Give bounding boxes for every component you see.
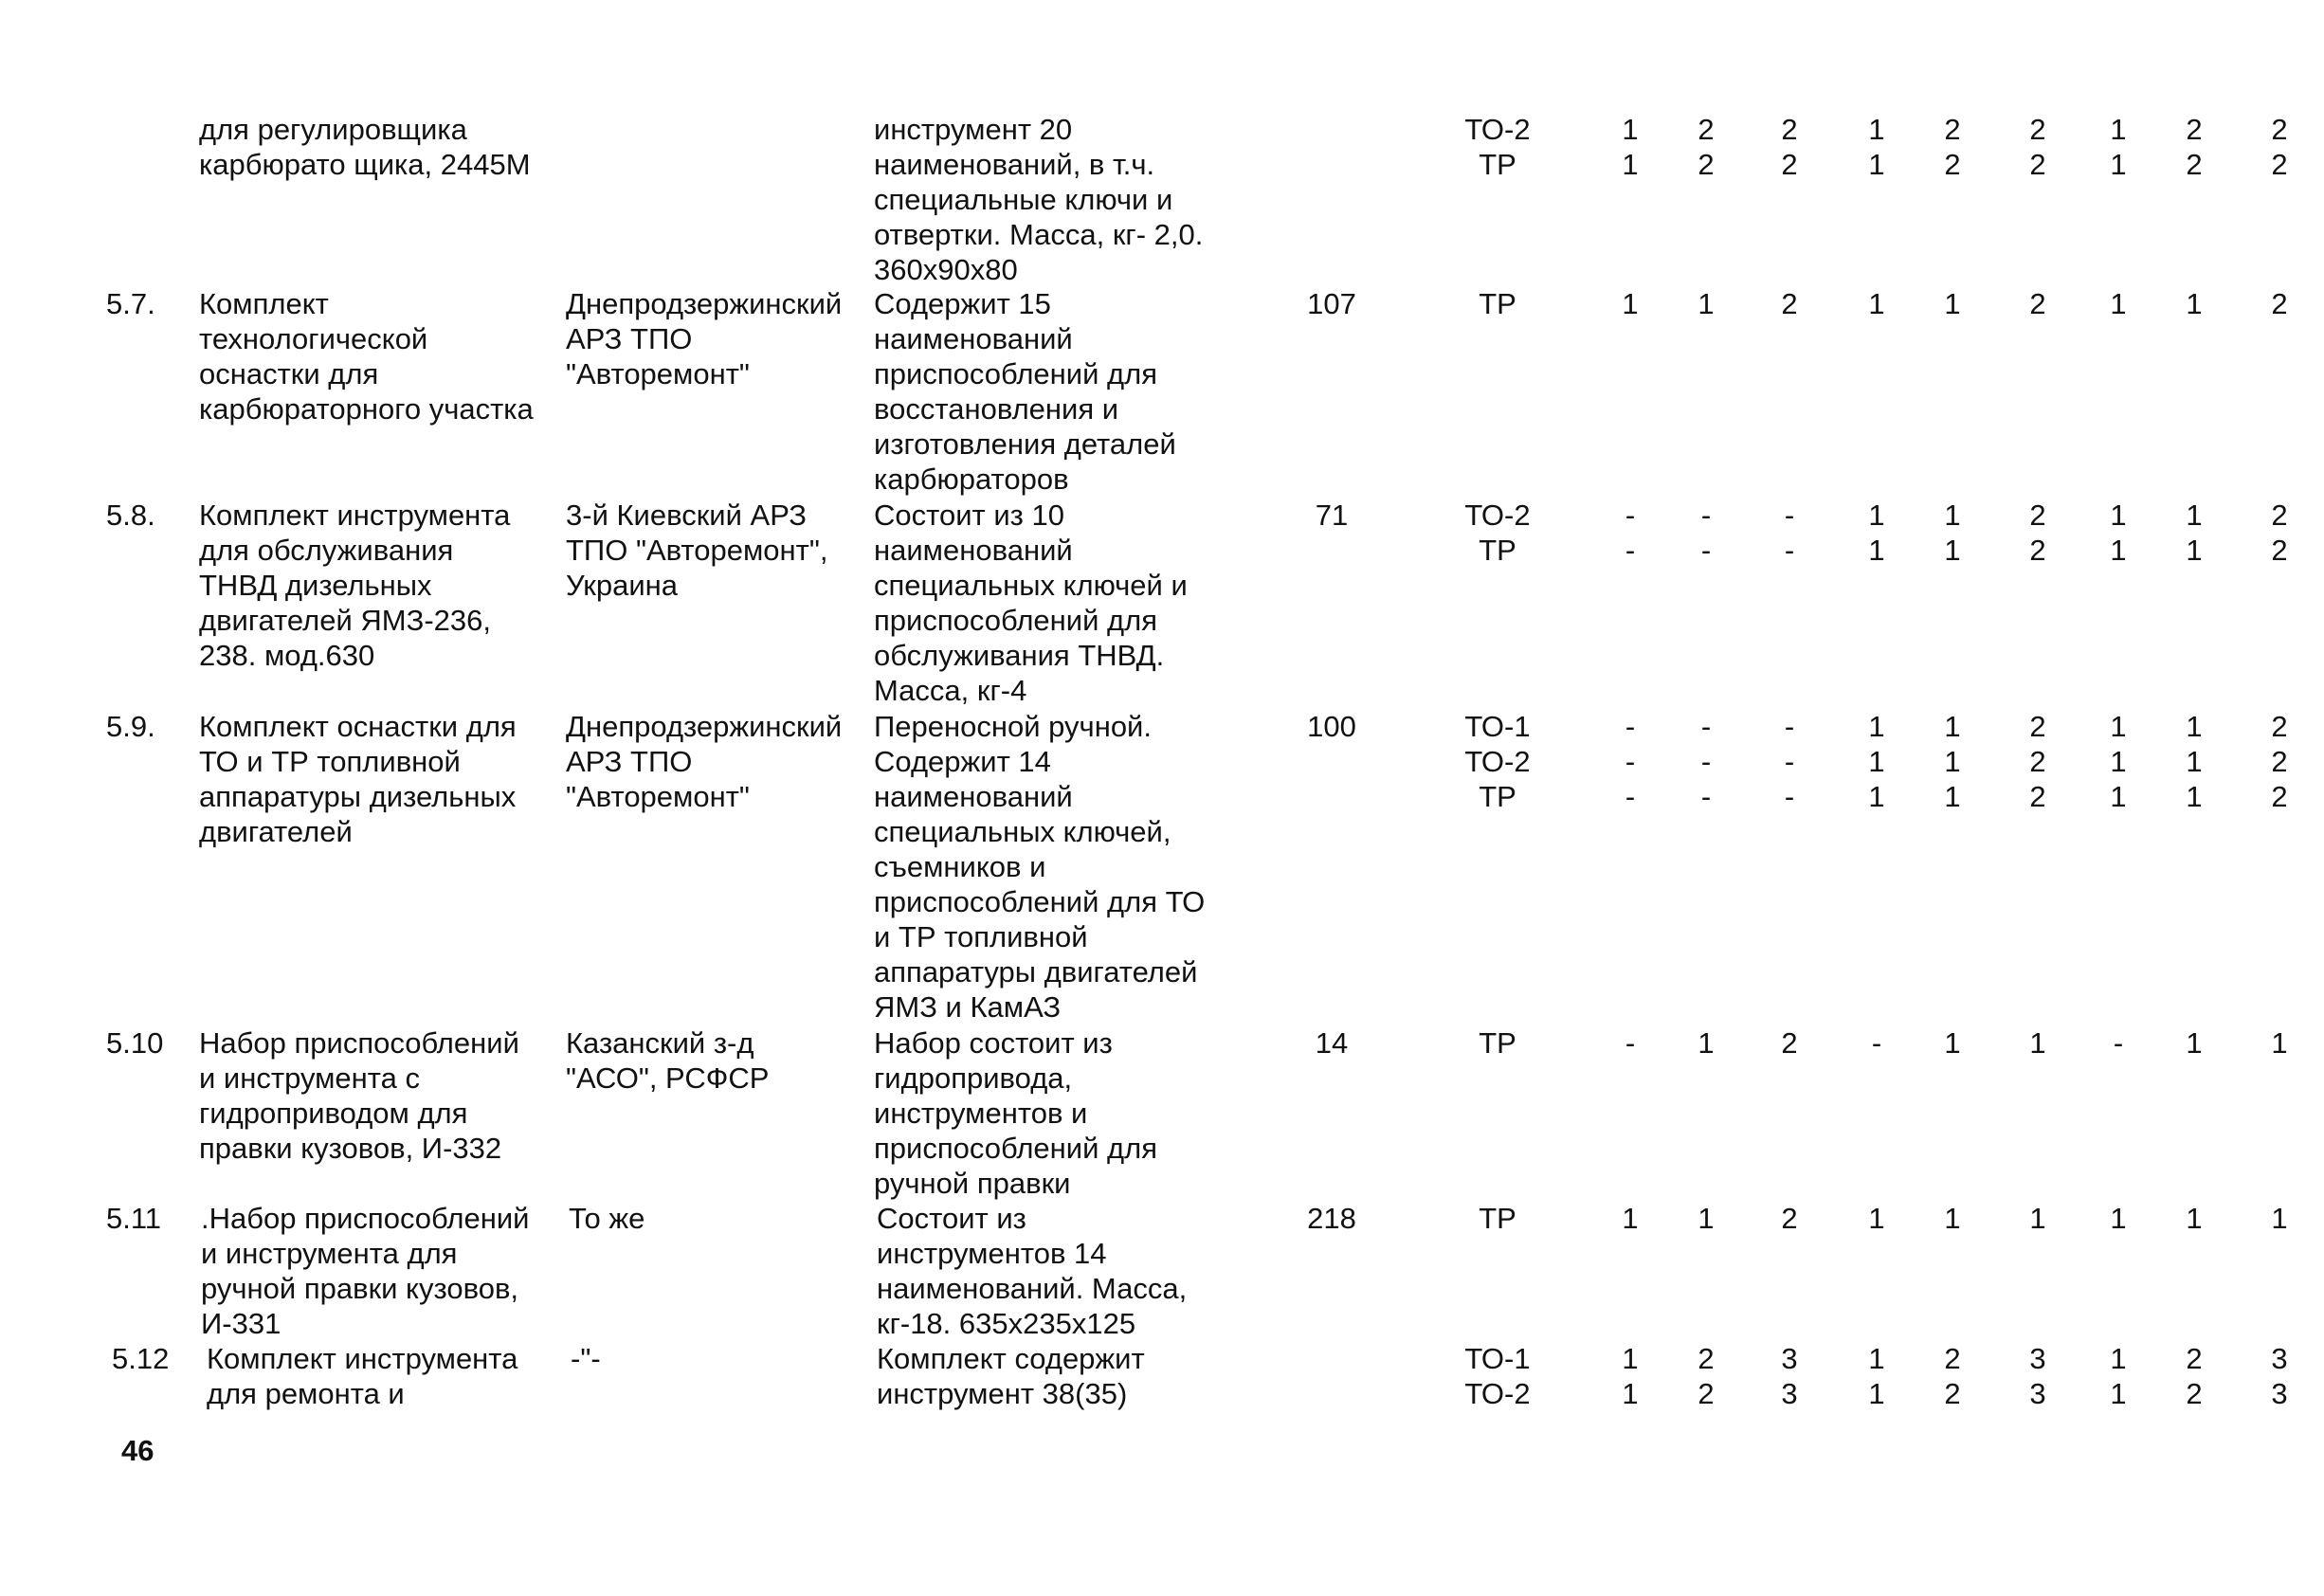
quantity-cell: - — [1700, 534, 1712, 567]
quantity-cell: 1 — [1622, 287, 1639, 320]
quantity-cell: 2 — [2271, 780, 2288, 813]
quantity-cell: 1 — [1698, 287, 1715, 320]
quantity-cell: 1 — [1622, 148, 1639, 181]
quantity-cell: 2 — [1944, 1377, 1961, 1410]
quantity-cell: 2 — [1781, 113, 1798, 146]
row-type: ТР — [1479, 287, 1516, 320]
quantity-cell: 1 — [2186, 534, 2203, 567]
quantity-cell: 1 — [1868, 1342, 1885, 1375]
quantity-cell: 2 — [2271, 148, 2288, 181]
quantity-cell: - — [1625, 780, 1636, 813]
quantity-cell: 2 — [2029, 534, 2046, 567]
quantity-cell: 1 — [2110, 780, 2127, 813]
quantity-cell: 2 — [2271, 499, 2288, 532]
row-name: Набор приспособлений и инструмента с гидроприводом для правки кузовов, И-332 — [199, 1026, 519, 1165]
quantity-cell: 1 — [1868, 534, 1885, 567]
quantity-cell: 1 — [2186, 1026, 2203, 1060]
quantity-cell: 2 — [2186, 148, 2203, 181]
quantity-cell: - — [1700, 780, 1712, 813]
quantity-cell: 2 — [1781, 148, 1798, 181]
row-type: ТО-2 — [1464, 745, 1531, 778]
quantity-cell: - — [1700, 745, 1712, 778]
row-description: Состоит из инструментов 14 наименований. Масса, кг-18. 635x235x125 — [877, 1202, 1188, 1340]
quantity-cell: 1 — [1868, 499, 1885, 532]
quantity-cell: 1 — [2110, 1342, 2127, 1375]
quantity-cell: 1 — [2110, 1202, 2127, 1235]
row-manufacturer: Днепродзержинский АРЗ ТПО "Авторемонт" — [566, 287, 843, 390]
row-type: ТР — [1479, 148, 1516, 181]
quantity-cell: 1 — [2110, 1377, 2127, 1410]
quantity-cell: - — [1625, 710, 1636, 743]
quantity-cell: 2 — [2029, 780, 2046, 813]
page-number: 46 — [121, 1434, 154, 1467]
quantity-cell: 3 — [1781, 1377, 1798, 1410]
quantity-cell: 2 — [1781, 287, 1798, 320]
quantity-cell: 2 — [1698, 148, 1715, 181]
quantity-cell: 1 — [1944, 780, 1961, 813]
quantity-cell: 1 — [1622, 1377, 1639, 1410]
quantity-cell: 2 — [1698, 1377, 1715, 1410]
quantity-cell: - — [1784, 745, 1795, 778]
quantity-cell: 2 — [1944, 113, 1961, 146]
quantity-cell: 1 — [1868, 113, 1885, 146]
quantity-cell: 2 — [1944, 1342, 1961, 1375]
row-type: ТО-2 — [1464, 499, 1531, 532]
quantity-cell: 2 — [2186, 1377, 2203, 1410]
quantity-cell: 2 — [2271, 745, 2288, 778]
quantity-cell: 2 — [1698, 1342, 1715, 1375]
row-description: Переносной ручной. Содержит 14 наименований специальных ключей, съемников и приспособлений для ТО и ТР топливной аппаратуры двигателей ЯМЗ и КамАЗ — [874, 710, 1206, 1024]
quantity-cell: 1 — [1622, 1202, 1639, 1235]
row-number: 5.11 — [106, 1202, 162, 1235]
quantity-cell: - — [2113, 1026, 2124, 1060]
row-number: 5.12 — [112, 1342, 170, 1375]
quantity-cell: 2 — [1781, 1026, 1798, 1060]
quantity-cell: 1 — [1698, 1202, 1715, 1235]
quantity-cell: - — [1784, 499, 1795, 532]
row-number: 5.8. — [106, 499, 155, 532]
quantity-cell: 2 — [2186, 113, 2203, 146]
quantity-cell: 1 — [2186, 780, 2203, 813]
quantity-cell: 1 — [2110, 148, 2127, 181]
row-type: ТР — [1479, 534, 1516, 567]
quantity-cell: - — [1625, 1026, 1636, 1060]
row-price: 14 — [1315, 1026, 1349, 1060]
quantity-cell: 3 — [2029, 1342, 2046, 1375]
quantity-cell: 1 — [2271, 1026, 2288, 1060]
row-description: Состоит из 10 наименований специальных ключей и приспособлений для обслуживания ТНВД. Масса, кг-4 — [874, 499, 1188, 707]
quantity-cell: 1 — [1944, 534, 1961, 567]
quantity-cell: 2 — [2029, 148, 2046, 181]
quantity-cell: 1 — [2110, 710, 2127, 743]
quantity-cell: 1 — [1944, 499, 1961, 532]
quantity-cell: - — [1871, 1026, 1882, 1060]
row-description: Комплект содержит инструмент 38(35) — [877, 1342, 1145, 1410]
quantity-cell: - — [1625, 499, 1636, 532]
row-manufacturer: Казанский з-д "АСО", РСФСР — [566, 1026, 770, 1095]
row-name: Комплект технологической оснастки для карбюраторного участка — [199, 287, 534, 426]
quantity-cell: 1 — [2029, 1026, 2046, 1060]
row-price: 100 — [1307, 710, 1356, 743]
row-name: .Набор приспособлений и инструмента для ручной правки кузовов, И-331 — [201, 1202, 530, 1340]
quantity-cell: 1 — [1944, 745, 1961, 778]
quantity-cell: - — [1625, 745, 1636, 778]
quantity-cell: - — [1784, 710, 1795, 743]
quantity-cell: 1 — [2110, 499, 2127, 532]
quantity-cell: 2 — [2029, 113, 2046, 146]
quantity-cell: 1 — [1868, 780, 1885, 813]
row-type: ТО-2 — [1464, 113, 1531, 146]
quantity-cell: 1 — [1868, 1202, 1885, 1235]
quantity-cell: 3 — [2271, 1342, 2288, 1375]
quantity-cell: 1 — [1944, 287, 1961, 320]
row-name: Комплект инструмента для обслуживания ТНВД дизельных двигателей ЯМЗ-236, 238. мод.630 — [199, 499, 511, 672]
quantity-cell: 3 — [2271, 1377, 2288, 1410]
quantity-cell: 2 — [2029, 710, 2046, 743]
quantity-cell: 1 — [2110, 534, 2127, 567]
quantity-cell: 2 — [2029, 499, 2046, 532]
quantity-cell: 3 — [2029, 1377, 2046, 1410]
quantity-cell: 1 — [1868, 710, 1885, 743]
quantity-cell: 1 — [2110, 745, 2127, 778]
quantity-cell: - — [1625, 534, 1636, 567]
quantity-cell: 1 — [1622, 1342, 1639, 1375]
quantity-cell: - — [1700, 710, 1712, 743]
quantity-cell: 1 — [1944, 1202, 1961, 1235]
row-type: ТР — [1479, 780, 1516, 813]
quantity-cell: - — [1784, 534, 1795, 567]
row-description: Набор состоит из гидропривода, инструментов и приспособлений для ручной правки — [874, 1026, 1157, 1200]
row-type: ТО-1 — [1464, 1342, 1531, 1375]
quantity-cell: 1 — [1868, 745, 1885, 778]
row-name: Комплект оснастки для ТО и ТР топливной аппаратуры дизельных двигателей — [199, 710, 517, 848]
quantity-cell: 2 — [2271, 287, 2288, 320]
quantity-cell: 1 — [2186, 1202, 2203, 1235]
quantity-cell: - — [1784, 780, 1795, 813]
quantity-cell: 2 — [2029, 287, 2046, 320]
quantity-cell: 2 — [1944, 148, 1961, 181]
quantity-cell: 1 — [2110, 113, 2127, 146]
quantity-cell: 1 — [1622, 113, 1639, 146]
quantity-cell: 1 — [1868, 287, 1885, 320]
quantity-cell: 2 — [2271, 710, 2288, 743]
row-name: Комплект инструмента для ремонта и — [207, 1342, 518, 1410]
row-number: 5.7. — [106, 287, 155, 320]
quantity-cell: - — [1700, 499, 1712, 532]
row-price: 71 — [1315, 499, 1349, 532]
quantity-cell: 1 — [1868, 148, 1885, 181]
quantity-cell: 2 — [1781, 1202, 1798, 1235]
row-price: 218 — [1307, 1202, 1356, 1235]
row-manufacturer: -"- — [571, 1342, 601, 1375]
quantity-cell: 2 — [2271, 534, 2288, 567]
quantity-cell: 1 — [2029, 1202, 2046, 1235]
quantity-cell: 1 — [2110, 287, 2127, 320]
quantity-cell: 1 — [1698, 1026, 1715, 1060]
quantity-cell: 2 — [2186, 1342, 2203, 1375]
row-manufacturer: То же — [569, 1202, 645, 1235]
row-description: инструмент 20 наименований, в т.ч. специальные ключи и отвертки. Масса, кг- 2,0. 360x90x80 — [874, 113, 1204, 286]
quantity-cell: 1 — [2186, 499, 2203, 532]
quantity-cell: 1 — [2186, 710, 2203, 743]
quantity-cell: 1 — [2271, 1202, 2288, 1235]
row-type: ТО-2 — [1464, 1377, 1531, 1410]
row-number: 5.10 — [106, 1026, 164, 1060]
quantity-cell: 1 — [1868, 1377, 1885, 1410]
row-manufacturer: 3-й Киевский АРЗ ТПО "Авторемонт", Украина — [566, 499, 828, 602]
row-name: для регулировщика карбюрато щика, 2445М — [199, 113, 531, 181]
quantity-cell: 1 — [2186, 745, 2203, 778]
row-number: 5.9. — [106, 710, 155, 743]
row-description: Содержит 15 наименований приспособлений для восстановления и изготовления деталей карбюраторов — [874, 287, 1176, 496]
row-type: ТР — [1479, 1026, 1516, 1060]
row-manufacturer: Днепродзержинский АРЗ ТПО "Авторемонт" — [566, 710, 843, 813]
row-type: ТР — [1479, 1202, 1516, 1235]
row-type: ТО-1 — [1464, 710, 1531, 743]
quantity-cell: 3 — [1781, 1342, 1798, 1375]
quantity-cell: 2 — [1698, 113, 1715, 146]
quantity-cell: 1 — [1944, 1026, 1961, 1060]
quantity-cell: 2 — [2271, 113, 2288, 146]
quantity-cell: 1 — [2186, 287, 2203, 320]
quantity-cell: 2 — [2029, 745, 2046, 778]
quantity-cell: 1 — [1944, 710, 1961, 743]
row-price: 107 — [1307, 287, 1356, 320]
